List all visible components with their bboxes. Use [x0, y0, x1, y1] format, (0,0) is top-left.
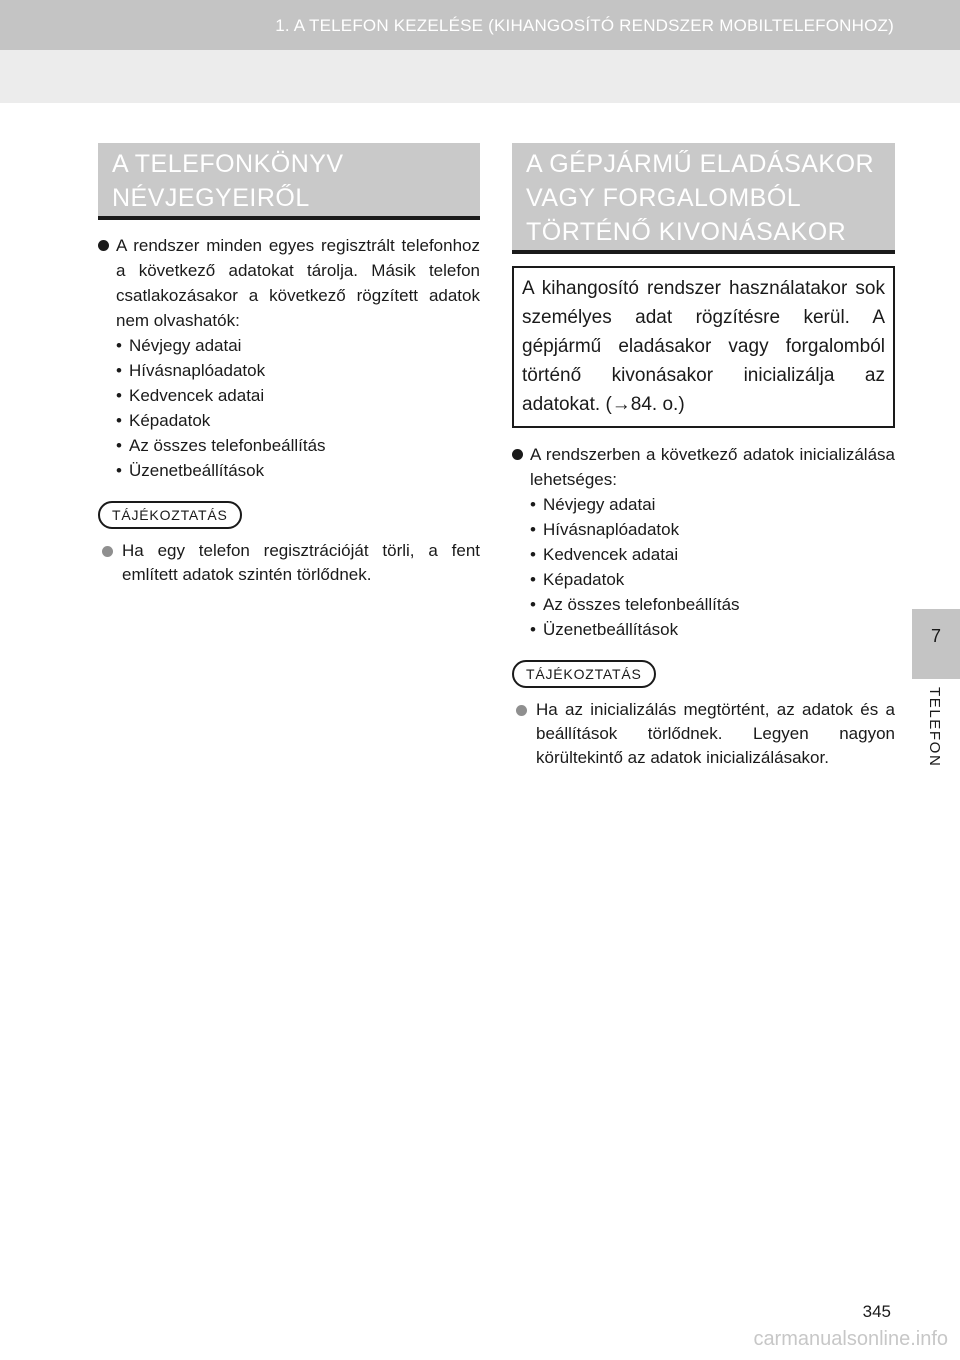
info-dot-icon — [102, 546, 113, 557]
watermark: carmanualsonline.info — [753, 1328, 948, 1350]
list-item: • Hívásnaplóadatok — [116, 361, 266, 380]
chapter-title: 1. A TELEFON KEZELÉSE (KIHANGOSÍTÓ RENDSZER MOBILTELEFONHOZ) — [275, 16, 894, 35]
list-item: • Képadatok — [116, 411, 211, 430]
list-item: • Hívásnaplóadatok — [530, 520, 680, 539]
list-item: • Az összes telefonbeállítás — [116, 436, 326, 455]
data-list — [512, 492, 895, 642]
list-item: • Névjegy adatai — [530, 495, 656, 514]
paragraph-text: A rendszer minden egyes regisztrált telefonhoz a következő adatokat tárolja. Másik telefon csatlakozásakor a következő rögzített adatok nem olvashatók: — [116, 236, 480, 330]
paragraph-text: A rendszerben a következő adatok inicializálása lehetséges: — [530, 445, 895, 489]
info-paragraph — [512, 698, 895, 770]
left-column — [98, 143, 480, 587]
list-item: • Névjegy adatai — [116, 336, 242, 355]
info-text: Ha az inicializálás megtörtént, az adatok és a beállítások törlődnek. Legyen nagyon körültekintő az adatok inicializálásakor. — [536, 700, 895, 767]
list-item: • Üzenetbeállítások — [530, 620, 679, 639]
heading-line: NÉVJEGYEIRŐL — [112, 184, 310, 212]
intro-box — [512, 266, 895, 428]
info-dot-icon — [516, 705, 527, 716]
data-list — [98, 333, 480, 483]
header-strip — [0, 0, 960, 50]
info-paragraph — [98, 539, 480, 587]
list-item: • Kedvencek adatai — [530, 545, 679, 564]
chapter-number: 7 — [930, 626, 941, 646]
bullet-dot-icon — [98, 240, 109, 251]
list-item: • Kedvencek adatai — [116, 386, 265, 405]
chapter-label: TELEFON — [926, 687, 943, 768]
heading-line: A GÉPJÁRMŰ ELADÁSAKOR — [526, 150, 875, 178]
info-text: Ha egy telefon regisztrációját törli, a fent említett adatok szintén törlődnek. — [122, 541, 480, 584]
page-number: 345 — [862, 1302, 891, 1321]
list-item: • Üzenetbeállítások — [116, 461, 265, 480]
list-item: • Az összes telefonbeállítás — [530, 595, 740, 614]
page-reference-link[interactable]: (→84. o.) — [605, 394, 685, 415]
section-heading-phonebook — [98, 143, 480, 220]
heading-line: VAGY FORGALOMBÓL — [526, 184, 802, 212]
intro-text: A kihangosító rendszer használatakor sok személyes adat rögzítésre kerül. A gépjármű eladásakor vagy forgalomból történő kivonásakor inicializálja az adatokat. — [522, 278, 885, 415]
right-column — [512, 143, 895, 770]
info-label: TÁJÉKOZTATÁS — [98, 501, 242, 529]
heading-line: A TELEFONKÖNYV — [112, 150, 344, 178]
list-item: • Képadatok — [530, 570, 625, 589]
heading-line: TÖRTÉNŐ KIVONÁSAKOR — [526, 218, 847, 246]
bullet-paragraph — [512, 442, 895, 492]
info-label: TÁJÉKOZTATÁS — [512, 660, 656, 688]
section-heading-vehicle-sale — [512, 143, 895, 254]
bullet-paragraph — [98, 233, 480, 333]
bullet-dot-icon — [512, 449, 523, 460]
